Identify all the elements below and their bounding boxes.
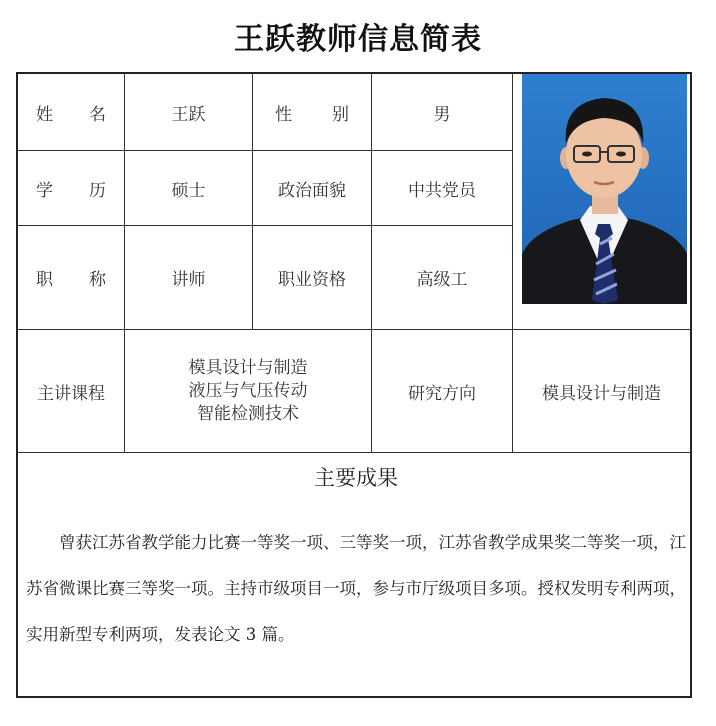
courses-label: 主讲课程 — [37, 383, 105, 404]
qualification-value: 高级工 — [416, 270, 468, 290]
name-label: 姓 名 — [36, 104, 106, 125]
achievements-text: 曾获江苏省教学能力比赛一等奖一项、三等奖一项，江苏省教学成果奖二等奖一项，江苏省微课比赛三等奖一项。主持市级项目一项，参与市厅级项目多项。授权发明专利两项，实用新型专利两项，发表论文 3 篇。 — [26, 533, 686, 644]
courses-list — [125, 330, 371, 452]
research-value: 模具设计与制造 — [542, 383, 661, 404]
title-label: 职 称 — [36, 270, 106, 290]
qualification-label: 职业资格 — [278, 270, 346, 290]
portrait-image — [522, 74, 687, 304]
education-label: 学 历 — [36, 180, 106, 201]
gender-value: 男 — [433, 104, 451, 125]
teacher-photo — [522, 74, 687, 304]
political-label: 政治面貌 — [278, 180, 346, 201]
info-table — [16, 72, 692, 698]
course-item: 模具设计与制造 — [188, 357, 308, 378]
name-value: 王跃 — [171, 104, 206, 125]
course-item: 液压与气压传动 — [188, 380, 308, 401]
course-item: 智能检测技术 — [197, 403, 299, 424]
page-title: 王跃教师信息简表 — [234, 22, 482, 57]
political-value: 中共党员 — [408, 180, 476, 201]
research-label: 研究方向 — [408, 383, 476, 404]
gender-label: 性 别 — [275, 104, 349, 125]
education-value: 硕士 — [171, 180, 206, 201]
title-value: 讲师 — [171, 270, 206, 290]
achievements-heading: 主要成果 — [314, 466, 398, 490]
